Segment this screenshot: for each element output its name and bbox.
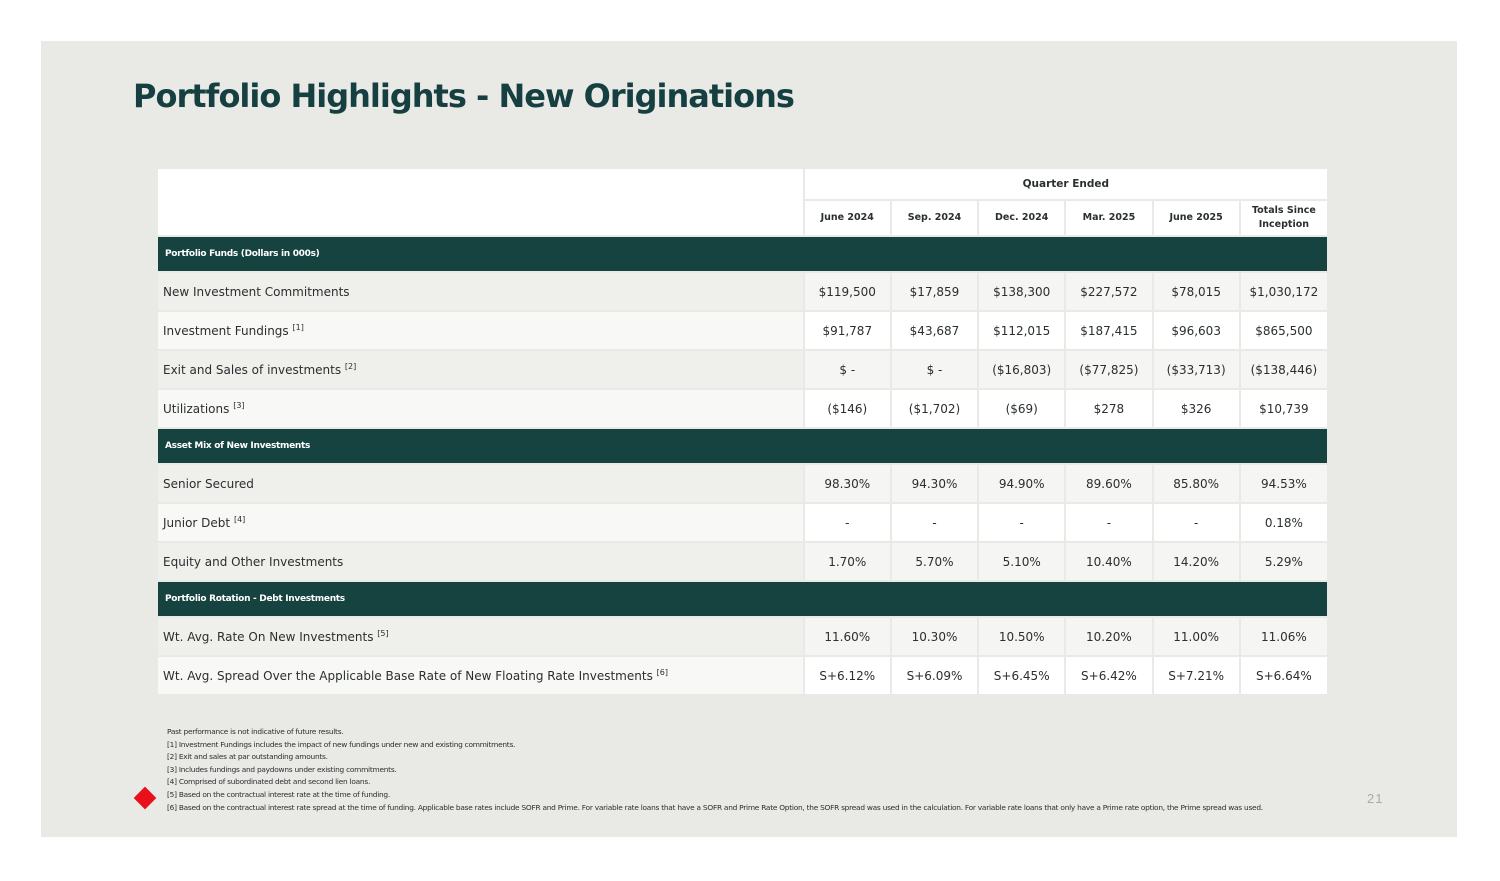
slide: [41, 41, 1457, 837]
value-cell: $138,300: [979, 273, 1064, 310]
table-row: [158, 312, 1327, 349]
value-cell: ($146): [805, 390, 890, 427]
value-cell: ($138,446): [1241, 351, 1327, 388]
row-label: New Investment Commitments: [163, 284, 350, 299]
footnote-marker: [2]: [344, 361, 357, 371]
value-cell: 5.29%: [1241, 543, 1327, 580]
footnote-line: Past performance is not indicative of future results.: [167, 727, 344, 736]
footnote-marker: [4]: [233, 514, 246, 524]
row-label-cell: [158, 273, 803, 310]
originations-table: [156, 167, 1329, 696]
section-title: Asset Mix of New Investments: [158, 429, 1327, 463]
footnote-line: [3] Includes fundings and paydowns under existing commitments.: [167, 764, 397, 774]
value-cell: 0.18%: [1241, 504, 1327, 541]
value-cell: $865,500: [1241, 312, 1327, 349]
footnote-line: [5] Based on the contractual interest rate at the time of funding.: [167, 789, 390, 799]
value-cell: 98.30%: [805, 465, 890, 502]
value-cell: -: [805, 504, 890, 541]
footnotes: [167, 726, 1327, 814]
value-cell: ($1,702): [892, 390, 977, 427]
section-header-row: [158, 582, 1327, 616]
value-cell: $96,603: [1154, 312, 1239, 349]
footnote-line: [6] Based on the contractual interest rate spread at the time of funding. Applicable base rates include SOFR and Prime. For variable rate loans that have a SOFR and Prime Rate Option, the SOFR spread was used in the calculation. For variable rate loans that only have a Prime rate option, the Prime spread was used.: [167, 802, 1263, 812]
table-row: [158, 504, 1327, 541]
row-label: Exit and Sales of investments: [163, 362, 342, 377]
section-title: Portfolio Rotation - Debt Investments: [158, 582, 1327, 616]
row-label: Senior Secured: [163, 476, 254, 491]
value-cell: $ -: [892, 351, 977, 388]
value-cell: $10,739: [1241, 390, 1327, 427]
table-row: [158, 351, 1327, 388]
value-cell: 94.90%: [979, 465, 1064, 502]
value-cell: $119,500: [805, 273, 890, 310]
table-row: [158, 465, 1327, 502]
footnote-line: [4] Comprised of subordinated debt and second lien loans.: [167, 777, 371, 787]
column-header: June 2025: [1154, 201, 1239, 235]
value-cell: S+6.45%: [979, 657, 1064, 694]
value-cell: ($33,713): [1154, 351, 1239, 388]
value-cell: 85.80%: [1154, 465, 1239, 502]
value-cell: $326: [1154, 390, 1239, 427]
value-cell: -: [892, 504, 977, 541]
value-cell: ($77,825): [1066, 351, 1151, 388]
row-label-cell: [158, 351, 803, 388]
value-cell: $ -: [805, 351, 890, 388]
row-label: Wt. Avg. Spread Over the Applicable Base Rate of New Floating Rate Investments: [163, 668, 653, 683]
row-label: Wt. Avg. Rate On New Investments: [163, 629, 374, 644]
value-cell: $17,859: [892, 273, 977, 310]
section-title: Portfolio Funds (Dollars in 000s): [158, 237, 1327, 271]
value-cell: 10.50%: [979, 618, 1064, 655]
row-label: Investment Fundings: [163, 323, 289, 338]
column-header: Totals Since Inception: [1241, 201, 1327, 235]
value-cell: S+7.21%: [1154, 657, 1239, 694]
footnote-line: [2] Exit and sales at par outstanding amounts.: [167, 752, 328, 762]
page-number: 21: [1367, 791, 1384, 806]
value-cell: S+6.12%: [805, 657, 890, 694]
row-label-cell: [158, 312, 803, 349]
column-header: Mar. 2025: [1066, 201, 1151, 235]
value-cell: 1.70%: [805, 543, 890, 580]
table-row: [158, 543, 1327, 580]
table-row: [158, 390, 1327, 427]
value-cell: $91,787: [805, 312, 890, 349]
value-cell: 10.40%: [1066, 543, 1151, 580]
row-label-cell: [158, 657, 803, 694]
value-cell: $43,687: [892, 312, 977, 349]
table-row: [158, 657, 1327, 694]
value-cell: 14.20%: [1154, 543, 1239, 580]
value-cell: 11.00%: [1154, 618, 1239, 655]
value-cell: 10.20%: [1066, 618, 1151, 655]
value-cell: 89.60%: [1066, 465, 1151, 502]
value-cell: -: [979, 504, 1064, 541]
value-cell: $78,015: [1154, 273, 1239, 310]
value-cell: $112,015: [979, 312, 1064, 349]
section-header-row: [158, 429, 1327, 463]
row-label-cell: [158, 390, 803, 427]
value-cell: 5.70%: [892, 543, 977, 580]
table-row: [158, 618, 1327, 655]
column-header: Sep. 2024: [892, 201, 977, 235]
header-blank-cell: [158, 169, 803, 235]
row-label-cell: [158, 504, 803, 541]
row-label: Equity and Other Investments: [163, 554, 344, 569]
value-cell: -: [1154, 504, 1239, 541]
value-cell: S+6.64%: [1241, 657, 1327, 694]
value-cell: $278: [1066, 390, 1151, 427]
value-cell: ($69): [979, 390, 1064, 427]
footnote-line: [1] Investment Fundings includes the impact of new fundings under new and existing commitments.: [167, 739, 516, 749]
row-label: Junior Debt: [163, 515, 231, 530]
footnote-marker: [1]: [292, 322, 304, 332]
table-row: [158, 273, 1327, 310]
footnote-marker: [3]: [233, 400, 245, 410]
column-header: June 2024: [805, 201, 890, 235]
footnote-marker: [6]: [656, 667, 668, 677]
footnote-marker: [5]: [377, 628, 389, 638]
quarter-ended-header: Quarter Ended: [805, 169, 1327, 199]
row-label-cell: [158, 465, 803, 502]
row-label-cell: [158, 543, 803, 580]
value-cell: $187,415: [1066, 312, 1151, 349]
value-cell: S+6.42%: [1066, 657, 1151, 694]
value-cell: ($16,803): [979, 351, 1064, 388]
value-cell: -: [1066, 504, 1151, 541]
value-cell: 11.60%: [805, 618, 890, 655]
value-cell: 94.53%: [1241, 465, 1327, 502]
value-cell: $227,572: [1066, 273, 1151, 310]
row-label-cell: [158, 618, 803, 655]
row-label: Utilizations: [163, 401, 230, 416]
column-header: Dec. 2024: [979, 201, 1064, 235]
value-cell: S+6.09%: [892, 657, 977, 694]
section-header-row: [158, 237, 1327, 271]
value-cell: 11.06%: [1241, 618, 1327, 655]
value-cell: $1,030,172: [1241, 273, 1327, 310]
page-title: Portfolio Highlights - New Originations: [133, 77, 794, 115]
value-cell: 5.10%: [979, 543, 1064, 580]
value-cell: 10.30%: [892, 618, 977, 655]
diamond-logo-icon: [134, 787, 157, 810]
header-row-quarter: [158, 169, 1327, 199]
value-cell: 94.30%: [892, 465, 977, 502]
